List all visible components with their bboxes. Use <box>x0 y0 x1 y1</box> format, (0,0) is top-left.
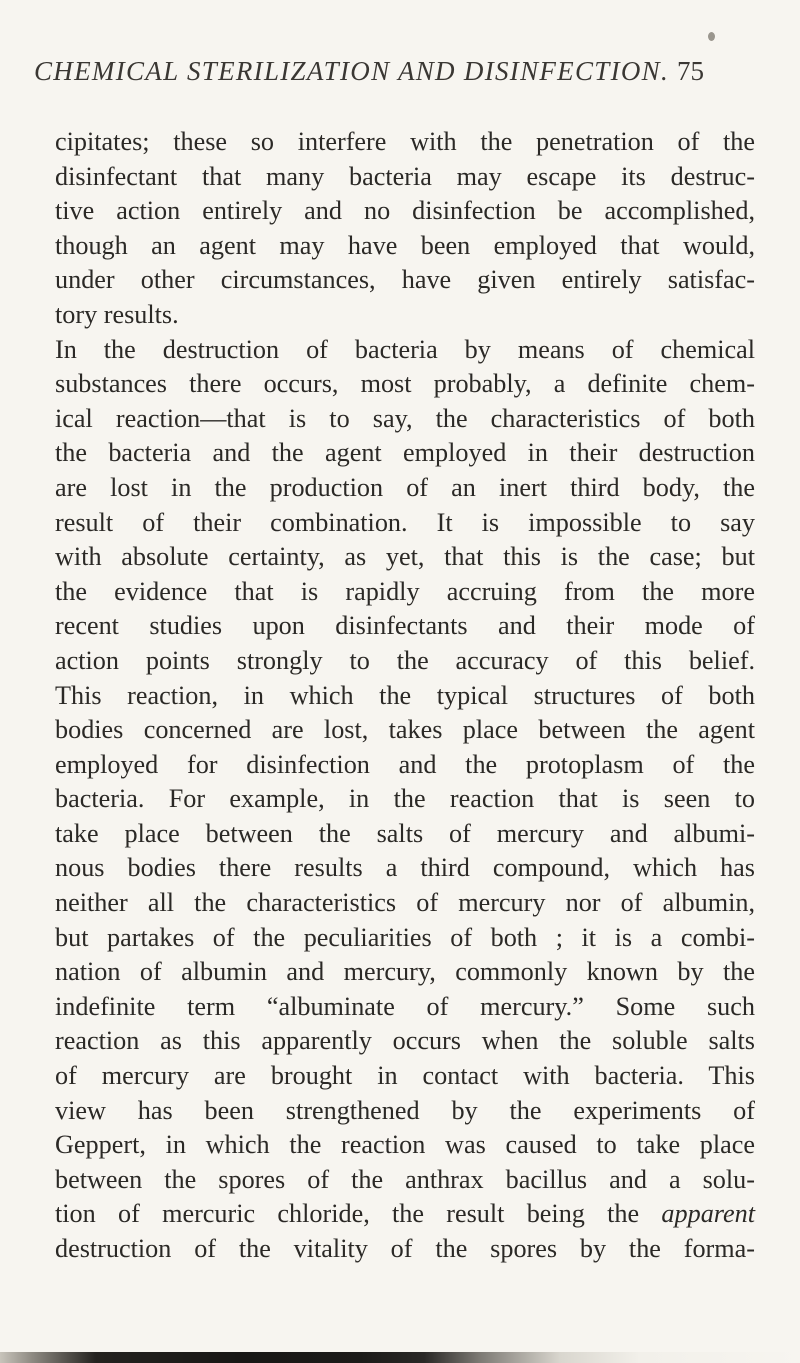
text-line: between the spores of the anthrax bacillus and a solu- <box>55 1164 755 1194</box>
text-line: ical reaction—that is to say, the characteristics of both <box>55 403 755 433</box>
italic-word: apparent <box>661 1199 756 1229</box>
text-line: but partakes of the peculiarities of both ; it is a combi- <box>55 922 755 952</box>
text-line: nous bodies there results a third compound, which has <box>55 853 755 883</box>
text-line-with-italic <box>55 1197 755 1232</box>
text-line: view has been strengthened by the experiments of <box>55 1095 755 1125</box>
ink-spot <box>708 32 715 41</box>
text-line: though an agent may have been employed that would, <box>55 230 755 260</box>
text-line: substances there occurs, most probably, a definite chem- <box>55 369 755 399</box>
running-head <box>34 56 774 96</box>
text-line: bacteria. For example, in the reaction that is seen to <box>55 784 755 814</box>
text-line: take place between the salts of mercury and albumi- <box>55 818 755 848</box>
text-line: Geppert, in which the reaction was caused to take place <box>55 1130 755 1160</box>
text-line: cipitates; these so interfere with the penetration of the <box>55 127 755 156</box>
text-line: are lost in the production of an inert third body, the <box>55 472 755 502</box>
chapter-title: CHEMICAL STERILIZATION AND DISINFECTION. <box>34 56 670 86</box>
text-line: reaction as this apparently occurs when the soluble salts <box>55 1026 755 1056</box>
text-line: tory results. <box>55 299 179 329</box>
text-line: bodies concerned are lost, takes place between the agent <box>55 715 755 745</box>
page-number: 75 <box>677 56 705 86</box>
text-line: of mercury are brought in contact with bacteria. This <box>55 1061 755 1091</box>
text-line: result of their combination. It is impossible to say <box>55 507 755 537</box>
text-line: indefinite term “albuminate of mercury.” Some such <box>55 991 755 1021</box>
text-line: the evidence that is rapidly accruing from the more <box>55 576 755 606</box>
text-line: disinfectant that many bacteria may escape its destruc- <box>55 161 755 191</box>
scan-edge-shadow <box>0 1352 800 1363</box>
paragraph-start-line: In the destruction of bacteria by means of chemical <box>55 334 755 364</box>
text-line: tive action entirely and no disinfection be accomplished, <box>55 196 755 226</box>
text-line: the bacteria and the agent employed in their destruction <box>55 438 755 468</box>
text-line: recent studies upon disinfectants and their mode of <box>55 611 755 641</box>
text-line: action points strongly to the accuracy of this belief. <box>55 645 755 675</box>
text-line: This reaction, in which the typical structures of both <box>55 680 755 710</box>
text-line: neither all the characteristics of mercury nor of albumin, <box>55 888 755 918</box>
text-line: nation of albumin and mercury, commonly known by the <box>55 957 755 987</box>
text-line: with absolute certainty, as yet, that this is the case; but <box>55 542 755 572</box>
body-text <box>55 125 755 1267</box>
text-line: employed for disinfection and the protoplasm of the <box>55 749 755 779</box>
text-line: destruction of the vitality of the spores by the forma- <box>55 1234 755 1263</box>
text-line: under other circumstances, have given entirely satisfac- <box>55 265 755 295</box>
text-line-part: tion of mercuric chloride, the result being the <box>55 1199 640 1229</box>
